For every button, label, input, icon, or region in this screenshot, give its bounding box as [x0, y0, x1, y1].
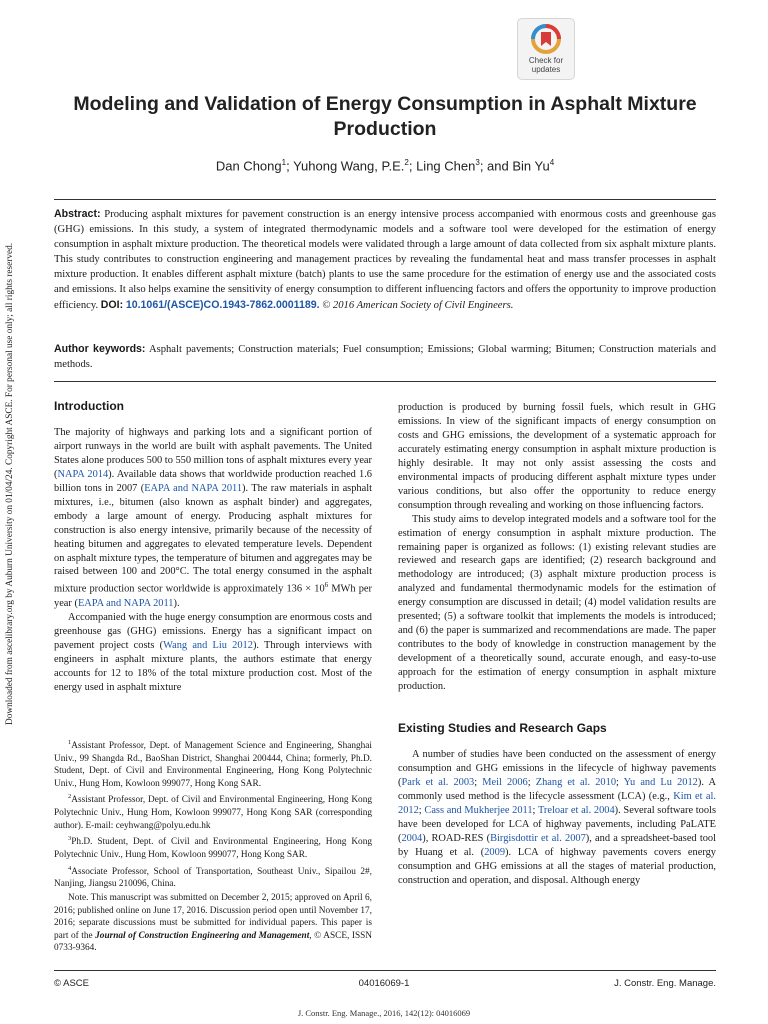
reference-link[interactable]: 2004 [401, 832, 423, 844]
left-column [54, 400, 372, 695]
reference-link[interactable]: Wang and Liu 2012 [163, 639, 253, 651]
author-keywords [54, 342, 716, 372]
badge-label: Check for updates [528, 56, 564, 74]
paper-title: Modeling and Validation of Energy Consumption in Asphalt Mixture Production [73, 93, 697, 140]
reference-link[interactable]: Birgisdottir et al. 2007 [490, 832, 586, 844]
reference-link[interactable]: Treloar et al. 2004 [537, 804, 615, 816]
reference-link[interactable]: EAPA and NAPA 2011 [77, 597, 174, 609]
reference-link[interactable]: Park et al. 2003 [401, 776, 475, 788]
paragraph: Accompanied with the huge energy consumption are enormous costs and greenhouse gas (GHG) emissions. Energy has a significant impact on pavement project costs (Wang and Liu 2012). Through interviews with engineers in asphalt mixture plants, the authors estimate that energy accounts for 12 to 18% of the total mixture production cost. Most of the energy used in asphalt mixture [54, 611, 372, 693]
reference-link[interactable]: EAPA and NAPA 2011 [144, 482, 243, 494]
citation-line: J. Constr. Eng. Manage., 2016, 142(12): 04016069 [297, 1008, 471, 1018]
section-heading-existing-studies: Existing Studies and Research Gaps [398, 721, 607, 736]
author-name: Bin Yu [512, 158, 550, 174]
footer-page-id: 04016069-1 [358, 978, 410, 989]
reference-link[interactable]: 2009 [484, 846, 506, 858]
divider [54, 199, 716, 200]
keywords-text: Asphalt pavements; Construction materials; Fuel consumption; Emissions; Global warming; Bitumen; Construction materials and methods. [54, 344, 716, 371]
footer-journal: J. Constr. Eng. Manage. [614, 978, 716, 989]
download-notice: Downloaded from ascelibrary.org by Auburn University on 01/04/24. Copyright ASCE. For personal use only; all rights reserved. [5, 242, 15, 725]
doi-link[interactable]: 10.1061/(ASCE)CO.1943-7862.0001189. [125, 298, 320, 311]
divider [54, 381, 716, 382]
footnote: $^3$Ph.D. Student, Dept. of Civil and Environmental Engineering, Hong Kong Polytechnic Univ., Hung Hom, Kowloon 999077, Hong Kong SAR. [54, 835, 372, 861]
section-heading-introduction: Introduction [54, 399, 124, 413]
author-name: Ling Chen [416, 158, 476, 174]
reference-link[interactable]: NAPA 2014 [57, 468, 109, 480]
abstract-label: Abstract: [54, 208, 101, 220]
right-column [398, 401, 716, 888]
check-for-updates-icon [531, 24, 561, 54]
footnotes [54, 737, 372, 956]
paragraph: This study aims to develop integrated models and a software tool for the estimation of energy consumption in asphalt mixture production. The remaining paper is organized as follows: (1) existing relevant studies are reviewed and research gaps are identified; (2) research background and methodology are introduced; (3) asphalt mixture production process is analyzed and fundamental thermodynamic models for the estimation of energy consumption are discussed in detail; (4) model validation results are presented; (5) a software toolkit that implements the models is introduced; and (6) the paper is summarized and recommendations are made. The paper contributes to the body of knowledge in construction management by the development of a theoretically sound, accurate enough, and easy-to-use approach for the estimation of energy consumption in asphalt mixture production. [398, 513, 716, 693]
paragraph: production is produced by burning fossil fuels, which result in GHG emissions. In view of the significant impacts of energy consumption on costs and GHG emissions, the development of a systematic approach for accurately estimating energy consumption in asphalt mixture production is highly desirable. It may not only assist assessing the costs and environmental impacts of producing different asphalt mixture types under various conditions, but also offer the opportunity to reduce energy consumption through revealing and working on those influencing factors. [398, 402, 716, 511]
copyright-notice: © 2016 American Society of Civil Engineers. [322, 299, 514, 311]
footer-publisher: © ASCE [54, 978, 89, 989]
reference-link[interactable]: Cass and Mukherjee 2011 [424, 804, 533, 816]
reference-link[interactable]: Kim et al. 2012 [398, 790, 716, 816]
divider [54, 970, 716, 971]
abstract-text: Producing asphalt mixtures for pavement construction is an energy intensive process accompanied with enormous costs and greenhouse gas (GHG) emissions. In this study, a system of integrated thermodynamic models and a software tool were developed for the estimation of energy consumption in asphalt mixture production. The theoretical models were validated through a large amount of data collected from six asphalt mixture plants. This study contributes to construction engineering and management practices by revealing the fundamental heat and mass transfer processes in asphalt mixture production. It enables different asphalt mixture (batch) plants to use the same procedure for the estimation of energy use and the associated costs and emissions. It also helps examine the sensitivity of energy consumption to different influencing factors and offers the opportunity to improve production efficiency. [54, 209, 717, 311]
footnote: $^4$Associate Professor, School of Transportation, Southeast Univ., Sipailou 2#, Nanjing, Jiangsu 210096, China. [54, 864, 372, 890]
footnote: $^1$Assistant Professor, Dept. of Management Science and Engineering, Shanghai Univ., 99 Shangda Rd., BaoShan District, Shanghai 200444, China; formerly, Ph.D. Student, Dept. of Civil and Environmental Engineering, Hong Kong Polytechnic Univ., Hung Hom, Kowloon 999077, Hong Kong SAR. [54, 739, 372, 789]
author-name: Dan Chong [215, 158, 282, 174]
author-list: Dan Chong$^1$; Yuhong Wang, P.E.$^2$; Ling Chen$^3$; and Bin Yu$^4$ [215, 158, 555, 174]
check-for-updates-badge[interactable] [517, 18, 575, 80]
footnote: $^2$Assistant Professor, Dept. of Civil and Environmental Engineering, Hong Kong Polytechnic Univ., Hung Hom, Kowloon 999077, Hong Kong SAR (corresponding author). E-mail: ceyhwang@polyu.edu.hk [54, 793, 372, 831]
reference-link[interactable]: Zhang et al. 2010 [535, 776, 617, 788]
keywords-label: Author keywords: [54, 343, 146, 355]
author-name: Yuhong Wang, P.E. [293, 158, 405, 174]
abstract [54, 207, 716, 313]
paragraph: A number of studies have been conducted on the assessment of energy consumption and GHG emissions in the lifecycle of highway pavements (Park et al. 2003; Meil 2006; Zhang et al. 2010; Yu and Lu 2012). A commonly used method is the lifecycle assessment (LCA) (e.g., Kim et al. 2012; Cass and Mukherjee 2011; Treloar et al. 2004). Several software tools have been developed for LCA of highway pavements, including PaLATE (2004), ROAD-RES (Birgisdottir et al. 2007), and a spreadsheet-based tool by Huang et al. (2009). LCA of highway pavements covers energy consumption and GHG emissions at all the stages of material production, construction and operation, and disposal. Although energy [398, 748, 716, 886]
doi-label: DOI: [100, 298, 124, 311]
reference-link[interactable]: Yu and Lu 2012 [623, 776, 698, 788]
paragraph: The majority of highways and parking lots and a significant portion of airport runways in the world are built with asphalt pavements. The United States alone produces 500 to 550 million tons of asphalt mixtures every year (NAPA 2014). Available data shows that worldwide production reached 1.6 billion tons in 2007 (EAPA and NAPA 2011). The raw materials in asphalt mixtures, i.e., bitumen (also known as asphalt binder) and aggregates, embody a large amount of energy. Producing asphalt mixtures for construction is also energy intensive, primarily because of the necessity of heating bitumen and aggregates to elevated temperature levels. Dependent on asphalt mixture types, the temperature of bitumen and aggregates may be raised between 100 and 200°C. The total energy consumed in the asphalt mixture production sector worldwide is approximately $136 \times 10^6$ MWh per year (EAPA and NAPA 2011). [54, 426, 373, 609]
manuscript-note: Note. This manuscript was submitted on December 2, 2015; approved on April 6, 2016; published online on June 17, 2016. Discussion period open until November 17, 2016; separate discussions must be submitted for individual papers. This paper is part of the Journal of Construction Engineering and Management, © ASCE, ISSN 0733-9364. [54, 892, 373, 954]
reference-link[interactable]: Meil 2006 [482, 776, 528, 788]
